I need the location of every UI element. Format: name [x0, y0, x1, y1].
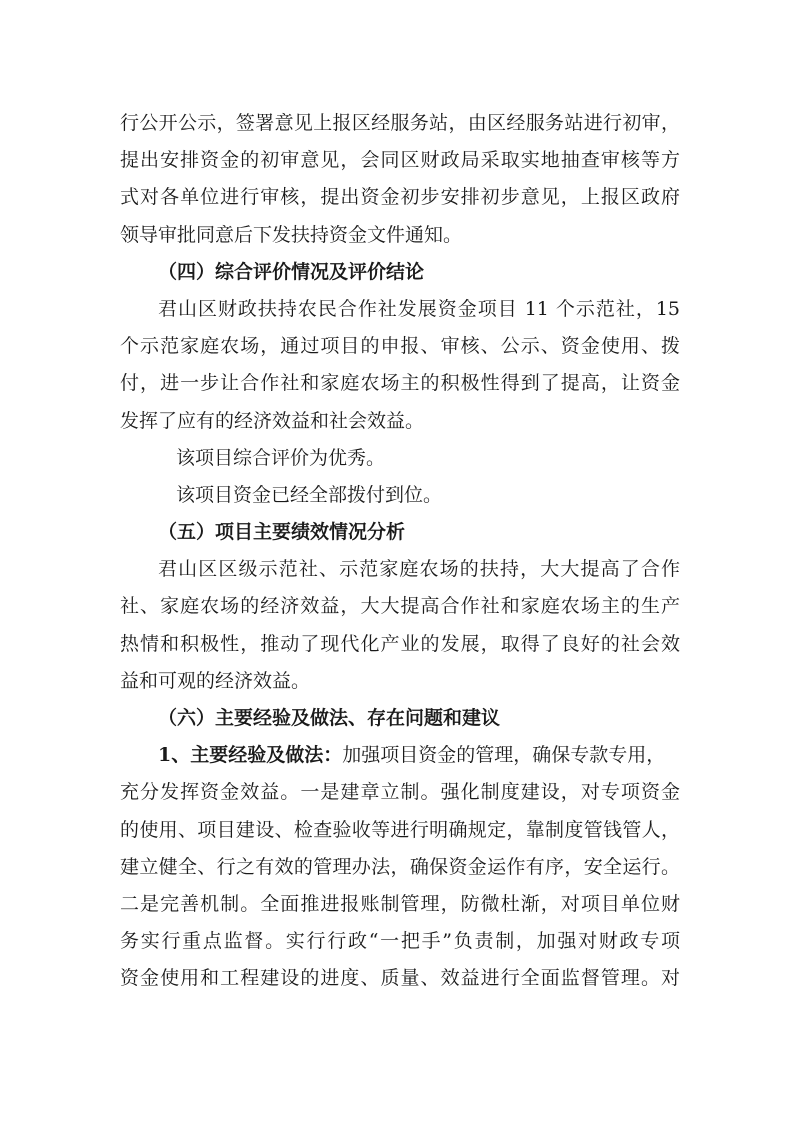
paragraph-line: 益和可观的经济效益。 [120, 669, 311, 692]
paragraph-line: 发挥了应有的经济效益和社会效益。 [120, 409, 425, 432]
paragraph-line: 个示范家庭农场，通过项目的申报、审核、公示、资金使用、拨 [120, 335, 680, 358]
section-heading-5: （五）项目主要绩效情况分析 [158, 521, 406, 544]
paragraph-line: 资金使用和工程建设的进度、质量、效益进行全面监督管理。对 [120, 967, 680, 990]
paragraph-line: 式对各单位进行审核，提出资金初步安排初步意见，上报区政府 [120, 186, 680, 209]
paragraph-text: 加强项目资金的管理，确保专款专用， [342, 744, 666, 767]
subsection-lead: 1、主要经验及做法： [158, 744, 343, 767]
paragraph-line: 行公开公示，签署意见上报区经服务站，由区经服务站进行初审， [120, 112, 680, 134]
paragraph-line: 付，进一步让合作社和家庭农场主的积极性得到了提高，让资金 [120, 372, 680, 395]
paragraph-line: 的使用、项目建设、检查验收等进行明确规定，靠制度管钱管人， [120, 818, 680, 841]
paragraph-line: 热情和积极性，推动了现代化产业的发展，取得了良好的社会效 [120, 632, 680, 655]
paragraph-line: 君山区财政扶持农民合作社发展资金项目 11 个示范社，15 [158, 297, 680, 320]
paragraph-line: 君山区区级示范社、示范家庭农场的扶持，大大提高了合作 [158, 558, 680, 581]
paragraph-line: 领导审批同意后下发扶持资金文件通知。 [120, 223, 463, 246]
paragraph-line: 提出安排资金的初审意见，会同区财政局采取实地抽查审核等方 [120, 149, 680, 172]
paragraph-line-with-lead [120, 737, 680, 774]
paragraph-line: 务实行重点监督。实行行政“一把手”负责制，加强对财政专项 [120, 930, 680, 953]
paragraph-line: 二是完善机制。全面推进报账制管理，防微杜渐，对项目单位财 [120, 892, 680, 915]
section-heading-4: （四）综合评价情况及评价结论 [158, 260, 425, 283]
paragraph-line: 社、家庭农场的经济效益，大大提高合作社和家庭农场主的生产 [120, 595, 680, 618]
paragraph-line: 充分发挥资金效益。一是建章立制。强化制度建设，对专项资金 [120, 781, 680, 804]
paragraph-line: 该项目资金已经全部拨付到位。 [176, 483, 443, 506]
document-page [120, 105, 680, 998]
section-heading-6: （六）主要经验及做法、存在问题和建议 [158, 707, 501, 729]
paragraph-line: 建立健全、行之有效的管理办法，确保资金运作有序，安全运行。 [120, 855, 680, 878]
paragraph-line: 该项目综合评价为优秀。 [176, 446, 386, 469]
